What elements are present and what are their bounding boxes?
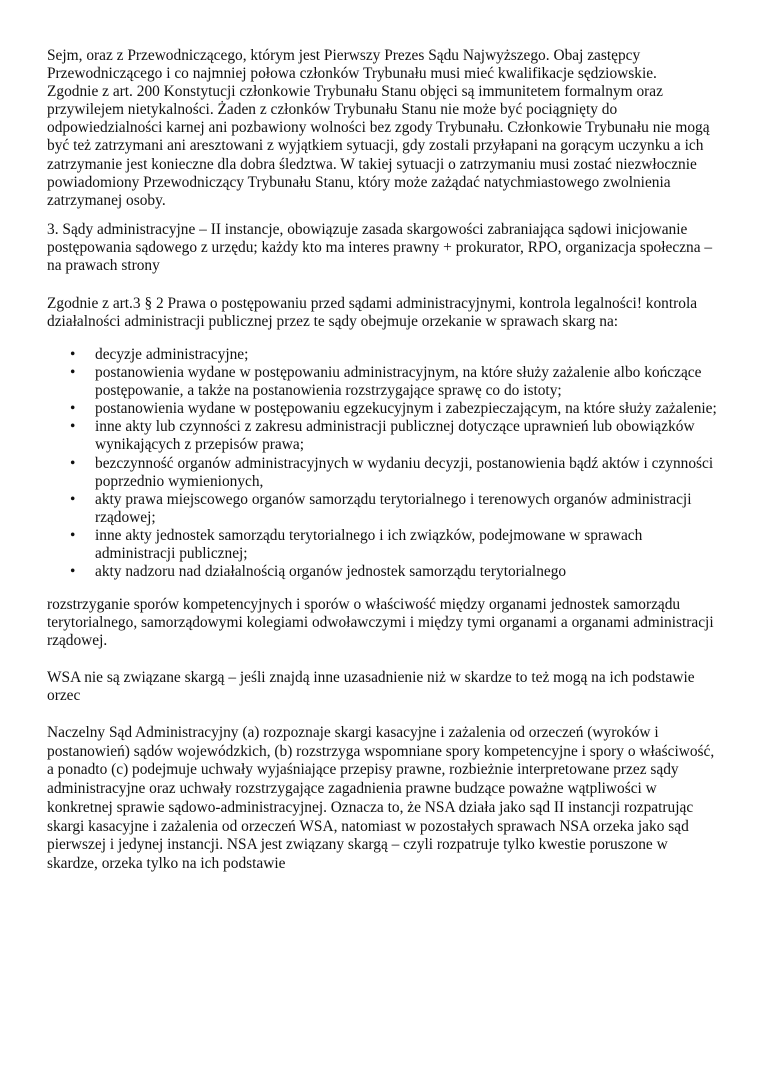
text-line: pierwszej i jedynej instancji. NSA jest związany skargą – czyli rozpatruje tylko kwestie poruszone w [47,836,668,854]
list-item [0,455,760,491]
text-line: rozstrzyganie sporów kompetencyjnych i sporów o właściwość między organami jednostek samorządu [47,596,681,613]
text-line: orzec [47,687,81,705]
text-line: Sejm, oraz z Przewodniczącego, którym jest Pierwszy Prezes Sądu Najwyższego. Obaj zastępcy [47,47,641,64]
text-line: postanowień) sądów wojewódzkich, (b) rozstrzyga wspomniane spory kompetencyjne i spory o właściwość, [47,742,715,760]
text-line: rządowej. [47,632,108,650]
text-line: administracyjne oraz uchwały rozstrzygające zagadnienia prawne budzące poważne wątpliwości w [47,780,657,798]
bullet-icon: • [70,454,76,472]
paragraph-nsa [47,724,727,874]
list-item-text: postępowanie, a także na postanowienia rozstrzygające sprawę co do istoty; [95,382,562,400]
paragraph-wsa [47,669,727,705]
bullet-list-skargi [0,346,760,581]
text-line: postępowania sądowego z urzędu; każdy kto ma interes prawny + prokurator, RPO, organizacja społeczna – [47,239,713,257]
list-item [0,418,760,454]
list-item [0,563,760,581]
list-item-text: administracji publicznej; [95,545,248,563]
list-item-text: bezczynność organów administracyjnych w wydaniu decyzji, postanowienia bądź aktów i czynności [95,454,714,472]
text-line: 3. Sądy administracyjne – II instancje, obowiązuje zasada skargowości zabraniająca sądowi inicjowanie [47,221,688,238]
list-item [0,400,760,418]
list-item [0,527,760,563]
list-item-text: rządowej; [95,508,156,526]
text-line: Przewodniczącego i co najmniej połowa członków Trybunału musi mieć kwalifikacje sędziowskie. [47,65,657,83]
list-item-text: postanowienia wydane w postępowaniu egzekucyjnym i zabezpieczającym, na które służy zażalenie; [95,400,717,418]
text-line: konkretnej sprawie sądowo-administracyjnej. Oznacza to, że NSA działa jako sąd II instancji rozpatrując [47,798,694,816]
text-line: działalności administracji publicznej przez te sądy obejmuje orzekanie w sprawach skarg na: [47,313,619,331]
list-item [0,364,760,400]
text-line: a ponadto (c) podejmuje uchwały wyjaśniające przepisy prawne, rozbieżnie interpretowane przez sądy [47,761,679,779]
text-line: przywilejem nietykalności. Żaden z członków Trybunału Stanu nie może być pociągnięty do [47,101,618,119]
bullet-icon: • [70,346,76,363]
text-line: Zgodnie z art.3 § 2 Prawa o postępowaniu przed sądami administracyjnymi, kontrola legalności! kontrola [47,295,698,312]
bullet-icon: • [70,526,76,544]
list-item-text: akty prawa miejscowego organów samorządu terytorialnego i terenowych organów administracji [95,490,692,508]
bullet-icon: • [70,364,76,382]
list-item [0,491,760,527]
list-item-text: postanowienia wydane w postępowaniu administracyjnym, na które służy zażalenie albo kończące [95,364,702,382]
list-item-text: inne akty jednostek samorządu terytorialnego i ich związków, podejmowane w sprawach [95,526,643,544]
list-item-text: akty nadzoru nad działalnością organów jednostek samorządu terytorialnego [95,563,567,581]
paragraph-art3-intro [47,295,727,331]
bullet-icon: • [70,418,76,436]
text-line: Zgodnie z art. 200 Konstytucji członkowie Trybunału Stanu objęci są immunitetem formalnym oraz [47,83,663,101]
text-line: skargi kasacyjne i zażalenia od orzeczeń WSA, natomiast w pozostałych sprawach NSA orzeka jako sąd [47,817,689,835]
text-line: na prawach strony [47,257,160,275]
list-item-text: decyzje administracyjne; [95,346,249,363]
text-line: terytorialnego, samorządowymi kolegiami odwoławczymi i między tymi organami a organami administracji [47,614,714,632]
text-line: być też zatrzymani ani aresztowani z wyjątkiem sytuacji, gdy zostali przyłapani na gorącym uczynku a ich [47,137,704,155]
text-line: odpowiedzialności karnej ani pozbawiony wolności bez zgody Trybunału. Członkowie Trybunału nie mogą [47,119,710,137]
paragraph-trybunal-stanu [47,47,727,210]
bullet-icon: • [70,490,76,508]
text-line: Naczelny Sąd Administracyjny (a) rozpoznaje skargi kasacyjne i zażalenia od orzeczeń (wyroków i [47,724,659,741]
text-line: zatrzymanie jest konieczne dla dobra śledztwa. W takiej sytuacji o zatrzymaniu musi zostać niezwłocznie [47,155,697,173]
text-line: skardze, orzeka tylko na ich podstawie [47,854,286,872]
text-line: WSA nie są związane skargą – jeśli znajdą inne uzasadnienie niż w skardze to też mogą na ich podstawie [47,669,695,686]
bullet-icon: • [70,563,76,581]
list-item-text: wynikających z przepisów prawa; [95,436,304,454]
bullet-icon: • [70,400,76,418]
list-item [0,346,760,364]
text-line: zatrzymanej osoby. [47,191,166,209]
paragraph-spory-kompetencyjne [47,596,727,650]
list-item-text: poprzednio wymienionych, [95,472,264,490]
text-line: powiadomiony Przewodniczący Trybunału Stanu, który może zażądać natychmiastowego zwolnienia [47,173,671,191]
paragraph-sady-administracyjne [47,221,727,275]
list-item-text: inne akty lub czynności z zakresu administracji publicznej dotyczące uprawnień lub obowiązków [95,418,695,436]
